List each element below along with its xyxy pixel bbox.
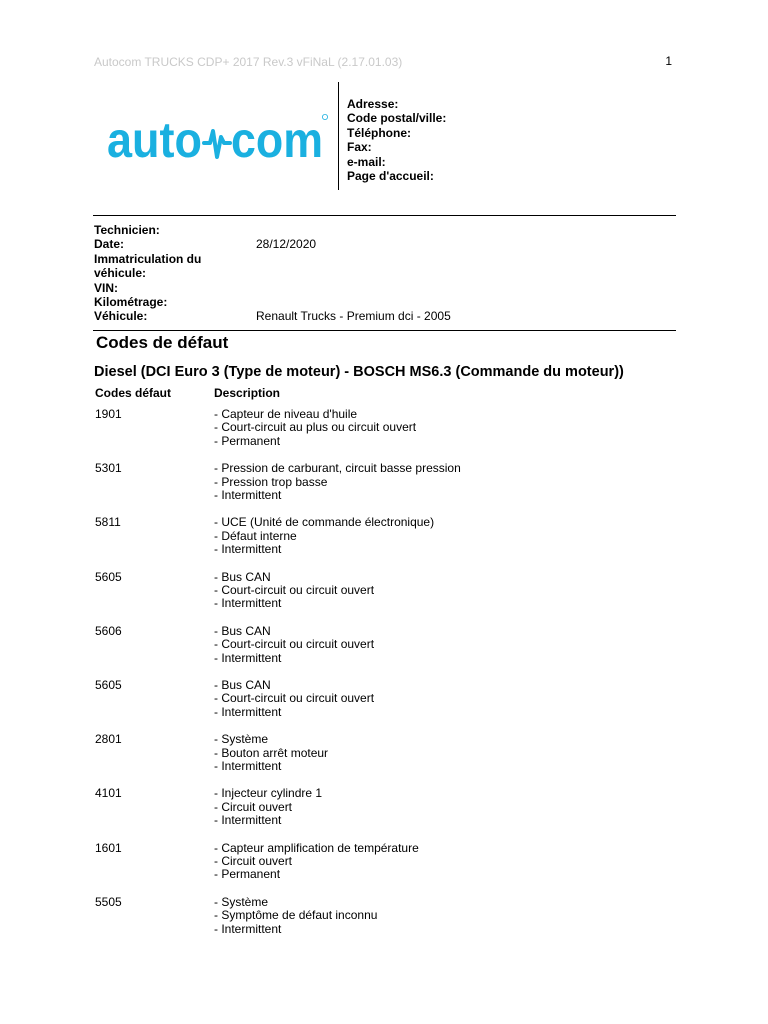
fault-description: [214, 571, 374, 625]
fault-description: [214, 896, 377, 950]
fault-description-line: - Court-circuit ou circuit ouvert: [214, 582, 375, 597]
contact-block: [347, 97, 446, 183]
email-label: e-mail:: [347, 154, 386, 169]
fault-code: 1901: [95, 407, 122, 421]
fault-description-line: - Permanent: [214, 867, 281, 882]
fault-entry: [95, 571, 695, 625]
fault-description-line: - Permanent: [214, 433, 281, 448]
fault-entry: [95, 462, 695, 516]
fault-description-line: - Circuit ouvert: [214, 853, 293, 868]
fault-description-line: - Intermittent: [214, 488, 282, 502]
date-label: Date:: [94, 237, 125, 252]
fault-description-line: - Intermittent: [214, 813, 282, 828]
fault-description-line: - Système: [214, 894, 269, 909]
fault-description: [214, 462, 461, 516]
mileage-label: Kilométrage:: [94, 295, 168, 310]
fault-code: 2801: [95, 732, 122, 747]
registration-row-cont: [94, 266, 451, 280]
fault-code-list: [95, 408, 695, 950]
fault-description-line: - Bus CAN: [214, 677, 271, 692]
info-top-rule: [93, 215, 676, 216]
fault-description-line: - Symptôme de défaut inconnu: [214, 908, 378, 923]
fault-entry: [95, 516, 695, 570]
vehicle-info-block: [94, 223, 451, 324]
registration-label-cont: véhicule:: [94, 266, 147, 281]
vehicle-label: Véhicule:: [94, 309, 148, 324]
logo-text-right: com: [231, 113, 323, 165]
fault-description-line: - Intermittent: [214, 542, 282, 557]
fault-code: 5605: [95, 569, 122, 584]
fax-label: Fax:: [347, 140, 372, 155]
ecu-section-title: Diesel (DCI Euro 3 (Type de moteur) - BOSCH MS6.3 (Commande du moteur)): [94, 364, 624, 380]
fault-description: [214, 733, 328, 787]
fault-description-line: - Capteur de niveau d'huile: [214, 407, 358, 421]
postcode-label: Code postal/ville:: [347, 111, 447, 126]
autocom-logo: [107, 113, 329, 165]
fault-entry: [95, 787, 695, 841]
fault-description: [214, 408, 416, 462]
fault-code: 5505: [95, 894, 122, 909]
header-divider: [338, 82, 339, 190]
fault-code: 1601: [95, 840, 122, 855]
fault-description-line: - Bus CAN: [214, 623, 271, 638]
fault-description-line: - Court-circuit au plus ou circuit ouvert: [214, 420, 417, 435]
column-header-code: Codes défaut: [95, 386, 172, 400]
homepage-label: Page d'accueil:: [347, 169, 434, 184]
fault-description: [214, 516, 434, 570]
fault-description-line: - Injecteur cylindre 1: [214, 786, 323, 801]
fault-description: [214, 625, 374, 679]
fault-description-line: - Pression trop basse: [214, 474, 328, 489]
fault-description-line: - Intermittent: [214, 921, 282, 936]
fault-description-line: - Intermittent: [214, 758, 282, 773]
technician-row: [94, 223, 451, 237]
fault-entry: [95, 733, 695, 787]
fault-description-line: - Bouton arrêt moteur: [214, 745, 329, 760]
fault-entry: [95, 408, 695, 462]
fault-description: [214, 787, 322, 841]
logo-wave-icon: [204, 131, 230, 157]
column-header-description: Description: [214, 386, 281, 400]
fault-description-line: - Intermittent: [214, 650, 282, 665]
document-header-line: Autocom TRUCKS CDP+ 2017 Rev.3 vFiNaL (2.17.01.03): [94, 55, 403, 69]
phone-label: Téléphone:: [347, 125, 412, 140]
registered-mark-icon: [322, 114, 327, 119]
vin-row: [94, 281, 451, 295]
fault-description-line: - Intermittent: [214, 704, 282, 719]
fault-description-line: - Intermittent: [214, 596, 282, 611]
info-bottom-rule: [93, 330, 676, 331]
registration-row: [94, 252, 451, 266]
vin-label: VIN:: [94, 280, 118, 295]
fault-description: [214, 842, 419, 896]
vehicle-row: [94, 309, 451, 323]
fault-description: [214, 679, 374, 733]
registration-label: Immatriculation du: [94, 251, 202, 266]
mileage-row: [94, 295, 451, 309]
fault-description-line: - UCE (Unité de commande électronique): [214, 515, 435, 530]
fault-entry: [95, 896, 695, 950]
address-label: Adresse:: [347, 97, 399, 111]
fault-entry: [95, 842, 695, 896]
fault-code: 5606: [95, 623, 122, 638]
fault-description-line: - Bus CAN: [214, 569, 271, 584]
fault-description-line: - Court-circuit ou circuit ouvert: [214, 691, 375, 706]
fault-code: 5301: [95, 461, 122, 476]
fault-code: 5605: [95, 677, 122, 692]
fault-entry: [95, 679, 695, 733]
fault-entry: [95, 625, 695, 679]
date-value: 28/12/2020: [256, 237, 317, 252]
fault-description-line: - Circuit ouvert: [214, 799, 293, 814]
fault-description-line: - Capteur amplification de température: [214, 840, 419, 855]
fault-description-line: - Pression de carburant, circuit basse pression: [214, 461, 461, 476]
technician-label: Technicien:: [94, 223, 160, 237]
fault-codes-title: Codes de défaut: [96, 333, 229, 352]
fault-description-line: - Défaut interne: [214, 528, 297, 543]
fault-code: 4101: [95, 786, 122, 801]
fault-description-line: - Court-circuit ou circuit ouvert: [214, 637, 375, 652]
date-row: [94, 237, 451, 251]
vehicle-value: Renault Trucks - Premium dci - 2005: [256, 309, 451, 324]
logo-text-left: auto: [107, 113, 202, 165]
fault-code: 5811: [95, 515, 121, 530]
page-number: 1: [665, 54, 672, 68]
fault-description-line: - Système: [214, 732, 269, 747]
